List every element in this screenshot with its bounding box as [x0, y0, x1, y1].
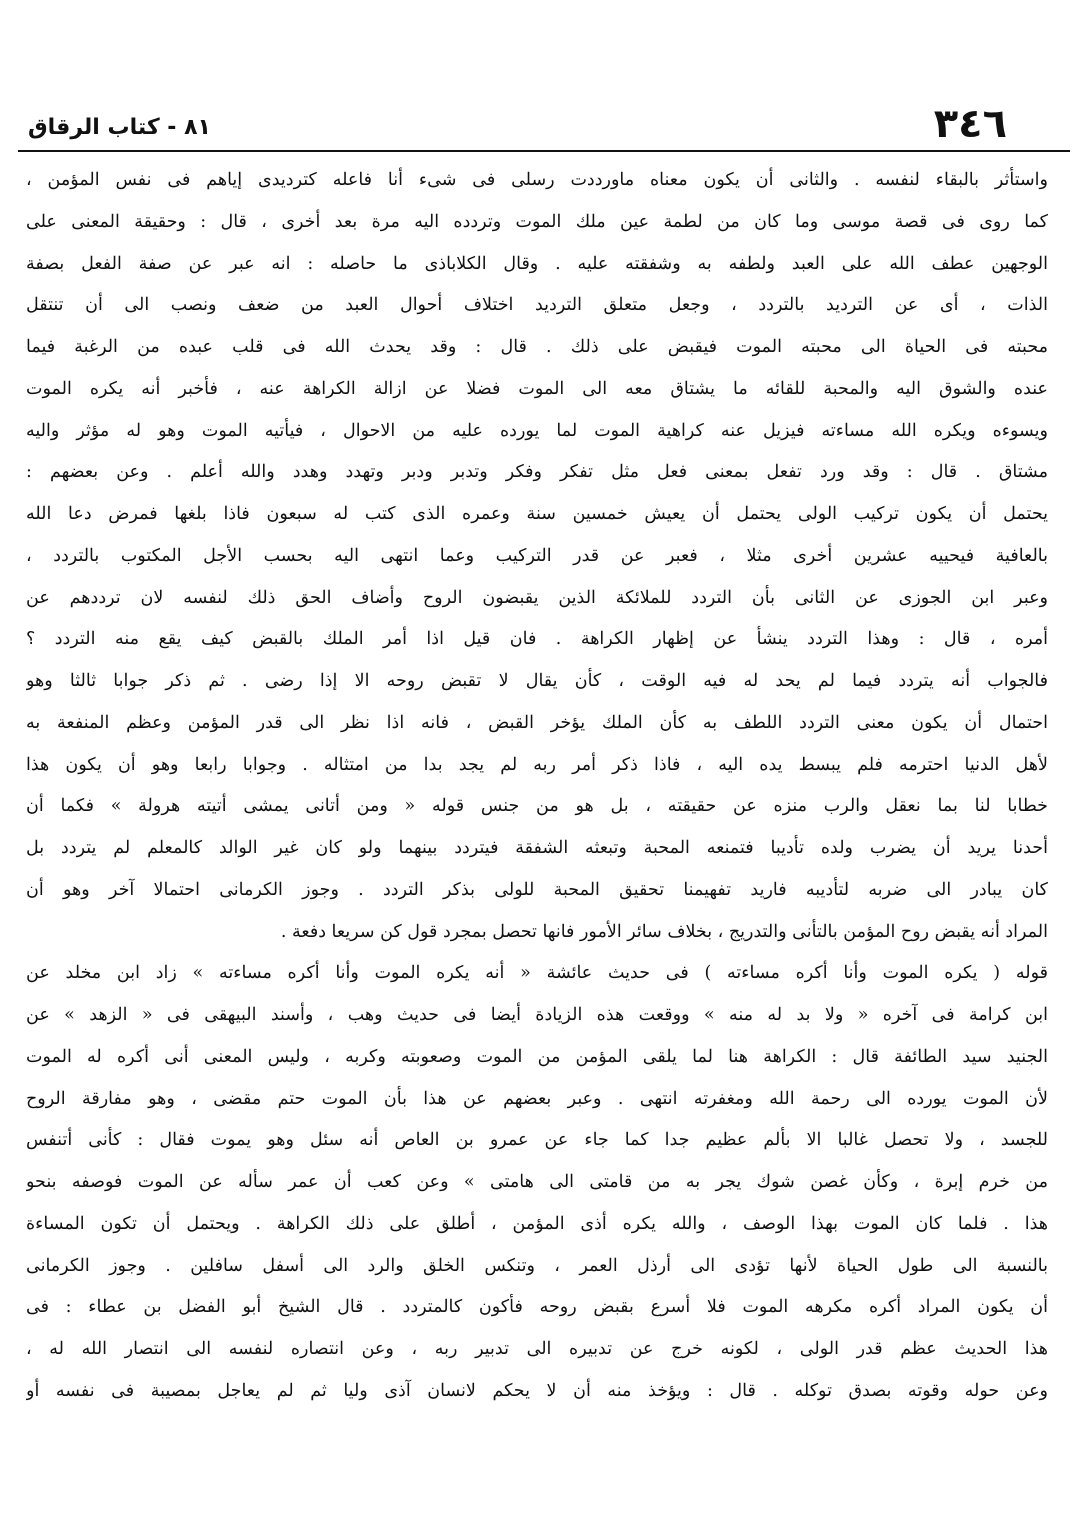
page-header	[20, 96, 1059, 156]
text-line: أن يكون المراد أكره مكرهه الموت فلا أسرع بقبض روحه فأكون كالمتردد . قال الشيخ أبو الفضل بن عطاء : فى	[26, 1297, 1048, 1318]
text-line: احتمال أن يكون معنى التردد اللطف به كأن الملك يؤخر القبض ، فانه اذا نظر الى قدر المؤمن وعظم المنفعة به	[26, 712, 1048, 733]
text-line: يحتمل أن يكون تركيب الولى يحتمل أن يعيش خمسين سنة وعمره الذى كتب له سبعون فاذا بلغها فمرض دعا الله	[26, 504, 1048, 524]
running-head: ٨١ - كتاب الرقاق	[28, 115, 211, 140]
text-line: للجسد ، ولا تحصل غالبا الا بألم عظيم جدا كما جاء عن عمرو بن العاص أنه سئل وهو يموت فقال : كأنى أتنفس	[26, 1130, 1048, 1151]
text-line: قوله ( يكره الموت وأنا أكره مساءته ) فى حديث عائشة « أنه يكره الموت وأنا أكره مساءته » زاد ابن مخلد عن	[26, 963, 1048, 984]
text-line: هذا . فلما كان الموت بهذا الوصف ، والله يكره أذى المؤمن ، أطلق على ذلك الكراهة . ويحتمل أن تكون المساءة	[26, 1213, 1048, 1234]
text-line: مشتاق . قال : وقد ورد تفعل بمعنى فعل مثل تفكر وفكر وتدبر ودبر وتهدد وهدد والله أعلم . وعن بعضهم :	[26, 462, 1048, 483]
text-line: لأن الموت يورده الى رحمة الله ومغفرته انتهى . وعبر بعضهم عن هذا بأن الموت حتم مقضى ، وهو مفارقة الروح	[26, 1088, 1048, 1109]
text-line: الذات ، أى عن الترديد بالتردد ، وجعل متعلق الترديد اختلاف أحوال العبد من ضعف ونصب الى أن تنتقل	[26, 295, 1048, 316]
text-line: الوجهين عطف الله على العبد ولطفه به وشفقته عليه . وقال الكلاباذى ما حاصله : انه عبر عن صفة الفعل بصفة	[26, 253, 1048, 274]
text-line: فالجواب أنه يتردد فيما لم يحد له فيه الوقت ، كأن يقال لا تقبض روحه الا إذا رضى . ثم ذكر جوابا ثالثا وهو	[26, 671, 1048, 691]
text-line: من خرم إبرة ، وكأن غصن شوك يجر به من قامتى الى هامتى » وعن كعب أن عمر سأله عن الموت فوصفه بنحو	[26, 1172, 1048, 1192]
text-line: أحدنا يريد أن يضرب ولده تأديبا فتمنعه المحبة وتبعثه الشفقة فيتردد بينهما ولو كان غير الوالد كالمعلم لم يتردد بل	[26, 838, 1048, 858]
text-line: ويسوءه ويكره الله مساءته فيزيل عنه كراهية الموت لما يورده عليه من الاحوال ، فيأتيه الموت وهو له مؤثر واليه	[26, 420, 1048, 441]
text-line: بالنسبة الى طول الحياة لأنها تؤدى الى أرذل العمر ، وتنكس الخلق والرد الى أسفل سافلين . وجوز الكرمانى	[26, 1255, 1048, 1276]
text-line: عنده والشوق اليه والمحبة للقائه ما يشتاق معه الى الموت فضلا عن ازالة الكراهة عنه ، فأخبر أنه يكره الموت	[26, 378, 1048, 399]
text-line: وعن حوله وقوته بصدق توكله . قال : ويؤخذ منه أن لا يحكم لانسان آذى وليا ثم لم يعاجل بمصيبة فى نفسه أو	[26, 1380, 1048, 1401]
page-number: ٣٤٦	[933, 101, 1007, 147]
text-line: كان يبادر الى ضربه لتأديبه فاريد تفهيمنا تحقيق المحبة للولى بذكر التردد . وجوز الكرمانى احتمالا آخر وهو أن	[26, 879, 1048, 900]
text-line: المراد أنه يقبض روح المؤمن بالتأنى والتدريج ، بخلاف سائر الأمور فانها تحصل بمجرد قول كن سريعا دفعة .	[280, 921, 1048, 942]
body-text	[26, 160, 1048, 1413]
text-line: أمره ، قال : وهذا التردد ينشأ عن إظهار الكراهة . فان قيل اذا أمر الملك بالقبض كيف يقع منه التردد ؟	[26, 629, 1048, 650]
text-line: الجنيد سيد الطائفة قال : الكراهة هنا لما يلقى المؤمن من الموت وصعوبته وكربه ، وليس المعنى أنى أكره له الموت	[26, 1046, 1048, 1067]
text-line: محبته فى الحياة الى محبته الموت فيقبض على ذلك . قال : وقد يحدث الله فى قلب عبده من الرغبة فيما	[26, 337, 1048, 357]
text-line: وعبر ابن الجوزى عن الثانى بأن التردد للملائكة الذين يقبضون الروح وأضاف الحق ذلك لنفسه لان ترددهم عن	[26, 587, 1048, 608]
header-rule	[18, 150, 1070, 152]
text-line: واستأثر بالبقاء لنفسه . والثانى أن يكون معناه ماورددت رسلى فى شىء أنا فاعله كترديدى إياهم فى نفس المؤمن ،	[26, 170, 1048, 190]
text-line: بالعافية فيحييه عشرين أخرى مثلا ، فعبر عن قدر التركيب وعما انتهى اليه بحسب الأجل المكتوب بالتردد ،	[26, 545, 1048, 566]
text-line: خطابا لنا بما نعقل والرب منزه عن حقيقته ، بل هو من جنس قوله « ومن أتانى يمشى أتيته هرولة » فكما أن	[26, 796, 1048, 817]
text-line: ابن كرامة فى آخره « ولا بد له منه » ووقعت هذه الزيادة أيضا فى حديث وهب ، وأسند البيهقى فى « الزهد » عن	[26, 1005, 1048, 1025]
text-line: لأهل الدنيا احترمه فلم يبسط يده اليه ، فاذا ذكر أمر ربه لم يجد بدا من امتثاله . وجوابا رابعا وهو أن يكون هذا	[26, 754, 1048, 775]
text-line: كما روى فى قصة موسى وما كان من لطمة عين ملك الموت وتردده اليه مرة بعد أخرى ، قال : وحقيقة المعنى على	[26, 211, 1048, 232]
text-line: هذا الحديث عظم قدر الولى ، لكونه خرج عن تدبيره الى تدبير ربه ، وعن انتصاره لنفسه الى انتصار الله له ،	[26, 1339, 1048, 1359]
